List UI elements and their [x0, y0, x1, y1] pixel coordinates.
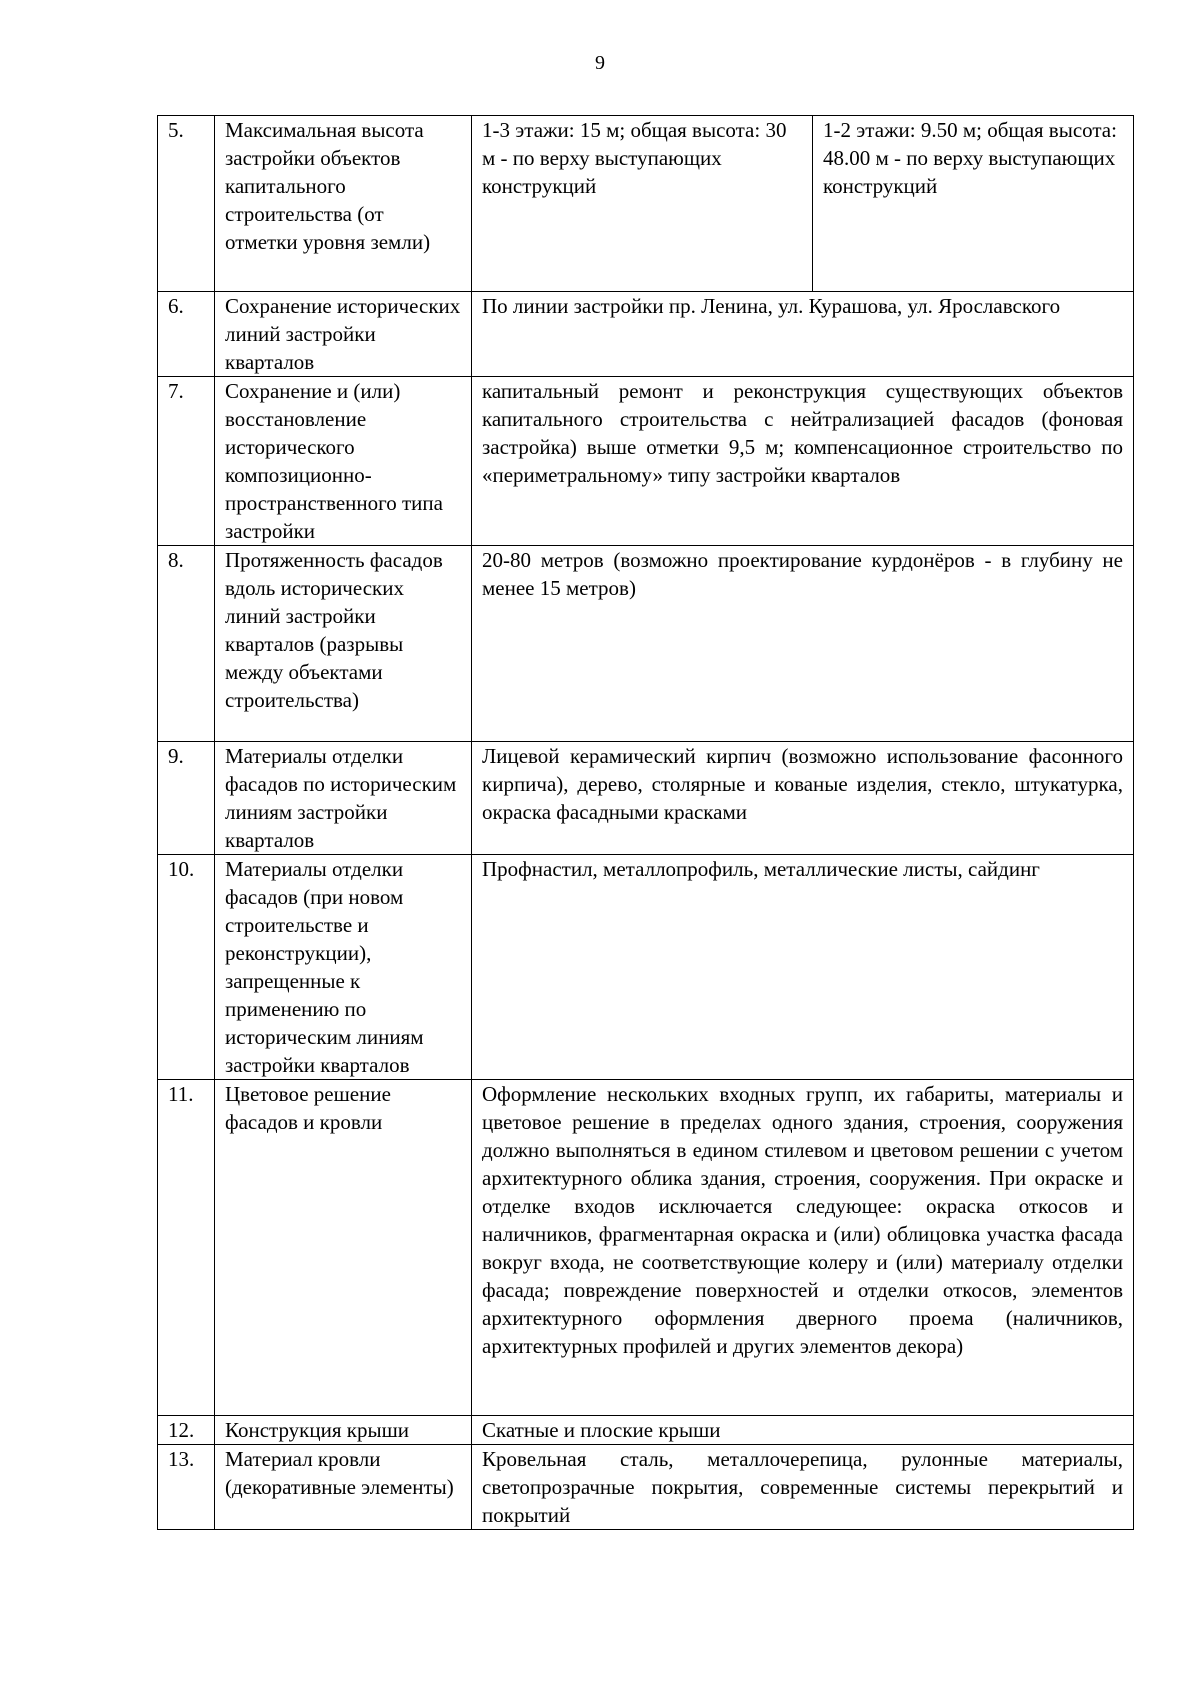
table-row — [158, 1416, 1134, 1445]
row-number: 6. — [158, 292, 215, 377]
parameter-cell: Сохранение и (или) восстановление исторического композиционно-пространственного типа застройки — [215, 377, 472, 546]
value-cell-option-a: 1-3 этажи: 15 м; общая высота: 30 м - по верху выступающих конструкций — [472, 116, 813, 292]
parameter-cell: Сохранение исторических линий застройки кварталов — [215, 292, 472, 377]
table-row — [158, 855, 1134, 1080]
value-cell: 20-80 метров (возможно проектирование курдонёров - в глубину не менее 15 метров) — [472, 546, 1134, 742]
value-cell-option-b: 1-2 этажи: 9.50 м; общая высота: 48.00 м - по верху выступающих конструкций — [813, 116, 1134, 292]
value-cell: капитальный ремонт и реконструкция существующих объектов капитального строительства с нейтрализацией фасадов (фоновая застройка) выше отметки 9,5 м; компенсационное строительство по «периметральному» типу застройки кварталов — [472, 377, 1134, 546]
table-row — [158, 1445, 1134, 1530]
value-cell: Скатные и плоские крыши — [472, 1416, 1134, 1445]
parameter-cell: Материал кровли (декоративные элементы) — [215, 1445, 472, 1530]
table-row — [158, 292, 1134, 377]
value-cell: Профнастил, металлопрофиль, металлические листы, сайдинг — [472, 855, 1134, 1080]
row-number: 13. — [158, 1445, 215, 1530]
parameter-cell: Максимальная высота застройки объектов капитального строительства (от отметки уровня земли) — [215, 116, 472, 292]
parameter-cell: Протяженность фасадов вдоль исторических линий застройки кварталов (разрывы между объектами строительства) — [215, 546, 472, 742]
value-cell: Оформление нескольких входных групп, их габариты, материалы и цветовое решение в пределах одного здания, строения, сооружения должно выполняться в едином стилевом и цветовом решении с учетом архитектурного облика здания, строения, сооружения. При окраске и отделке входов исключается следующее: окраска откосов и наличников, фрагментарная окраска и (или) облицовка участка фасада вокруг входа, не соответствующие колеру и (или) материалу отделки фасада; повреждение поверхностей и отделки откосов, элементов архитектурного оформления дверного проема (наличников, архитектурных профилей и других элементов декора) — [472, 1080, 1134, 1416]
table-row — [158, 546, 1134, 742]
page-number: 9 — [595, 52, 605, 74]
row-number: 11. — [158, 1080, 215, 1416]
row-number: 5. — [158, 116, 215, 292]
row-number: 9. — [158, 742, 215, 855]
value-cell: Кровельная сталь, металлочерепица, рулонные материалы, светопрозрачные покрытия, современные системы перекрытий и покрытий — [472, 1445, 1134, 1530]
table-row — [158, 742, 1134, 855]
table-row — [158, 377, 1134, 546]
row-number: 12. — [158, 1416, 215, 1445]
value-cell: По линии застройки пр. Ленина, ул. Курашова, ул. Ярославского — [472, 292, 1134, 377]
value-cell: Лицевой керамический кирпич (возможно использование фасонного кирпича), дерево, столярные и кованые изделия, стекло, штукатурка, окраска фасадными красками — [472, 742, 1134, 855]
row-number: 8. — [158, 546, 215, 742]
row-number: 7. — [158, 377, 215, 546]
table-row — [158, 116, 1134, 292]
parameter-cell: Материалы отделки фасадов по историческим линиям застройки кварталов — [215, 742, 472, 855]
parameter-cell: Конструкция крыши — [215, 1416, 472, 1445]
regulations-table — [157, 115, 1134, 1530]
row-number: 10. — [158, 855, 215, 1080]
parameter-cell: Цветовое решение фасадов и кровли — [215, 1080, 472, 1416]
table-row — [158, 1080, 1134, 1416]
parameter-cell: Материалы отделки фасадов (при новом строительстве и реконструкции), запрещенные к применению по историческим линиям застройки кварталов — [215, 855, 472, 1080]
